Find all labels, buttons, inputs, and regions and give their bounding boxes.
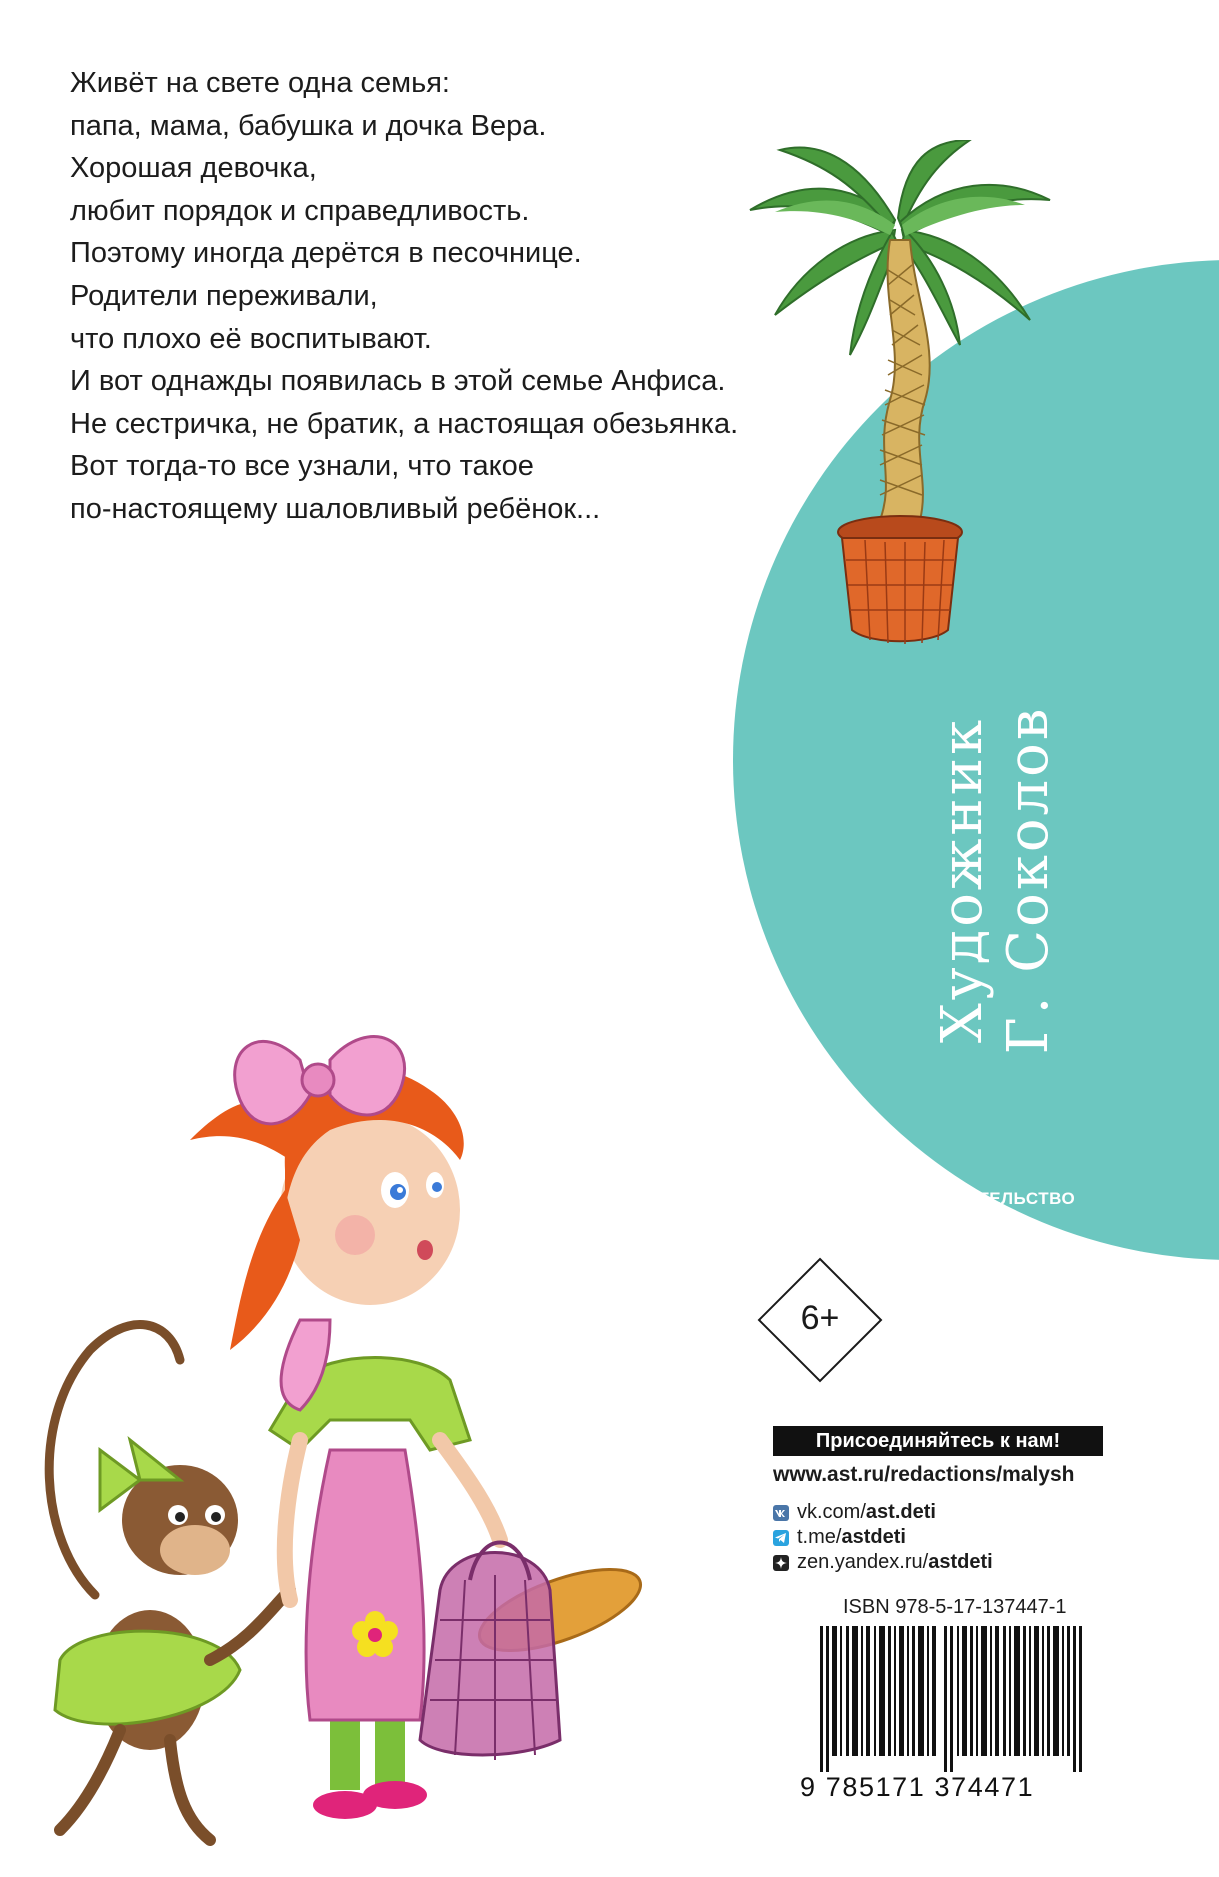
blurb-line: по-настоящему шаловливый ребёнок... <box>70 492 601 525</box>
age-rating-badge <box>755 1255 885 1385</box>
publisher-line-1: ИЗДАТЕЛЬСТВО <box>930 1189 1076 1208</box>
social-link-zen[interactable] <box>773 1550 1133 1575</box>
blurb-line: Не сестричка, не братик, а настоящая обезьянка. <box>70 407 739 440</box>
telegram-icon <box>773 1530 789 1546</box>
vk-icon <box>773 1505 789 1521</box>
blurb-line: Хорошая девочка, <box>70 152 317 185</box>
website-link[interactable]: www.ast.ru/redactions/malysh <box>773 1463 1075 1486</box>
social-handle: astdeti <box>841 1526 906 1548</box>
barcode-digits: 9 785171 374471 <box>800 1772 1035 1802</box>
blurb-line: Вот тогда-то все узнали, что такое <box>70 450 534 483</box>
blurb-line: И вот однажды появилась в этой семье Анфиса. <box>70 365 726 398</box>
publisher-label <box>930 1188 1076 1232</box>
social-links <box>773 1500 1133 1575</box>
social-prefix: t.me/ <box>797 1526 842 1548</box>
credit-line-role: Художник <box>930 716 995 1044</box>
credit-line-name: Г. Соколов <box>996 705 1061 1055</box>
social-handle: astdeti <box>928 1551 993 1573</box>
girl-and-monkey-illustration <box>0 1020 760 1877</box>
palm-tree-illustration <box>730 140 1060 660</box>
isbn-text: ISBN 978-5-17-137447-1 <box>843 1596 1067 1618</box>
blurb-line: Родители переживали, <box>70 279 378 312</box>
social-link-telegram[interactable] <box>773 1525 1133 1550</box>
barcode-icon <box>820 1626 1082 1772</box>
join-us-banner: Присоединяйтесь к нам! <box>773 1426 1103 1456</box>
blurb-line: что плохо её воспитывают. <box>70 322 432 355</box>
zen-icon <box>773 1555 789 1571</box>
social-prefix: zen.yandex.ru/ <box>797 1551 929 1573</box>
social-handle: ast.deti <box>865 1501 936 1523</box>
age-rating-text: 6+ <box>800 1299 840 1337</box>
blurb-line: Поэтому иногда дерётся в песочнице. <box>70 237 582 270</box>
publisher-line-2: АСТ <box>982 1211 1018 1230</box>
social-link-vk[interactable] <box>773 1500 1133 1525</box>
blurb-line: папа, мама, бабушка и дочка Вера. <box>70 109 547 142</box>
blurb-line: любит порядок и справедливость. <box>70 194 530 227</box>
blurb-line: Живёт на свете одна семья: <box>70 67 450 99</box>
social-prefix: vk.com/ <box>797 1501 866 1523</box>
